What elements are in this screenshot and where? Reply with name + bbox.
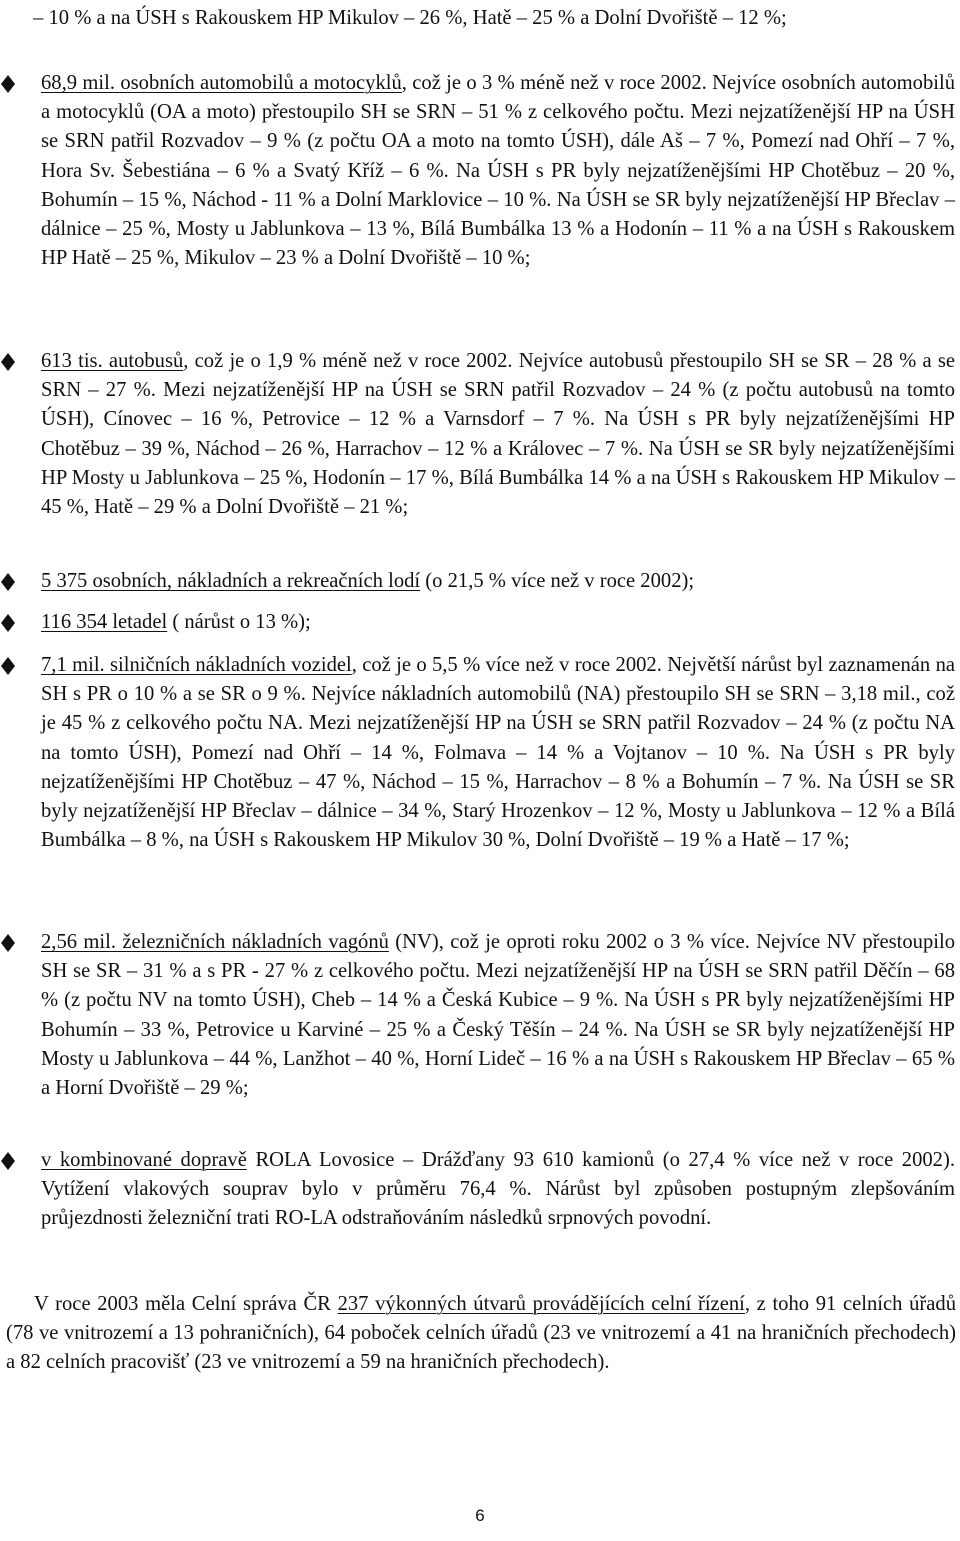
list-item-text [41,1146,955,1234]
diamond-bullet-icon [0,613,16,633]
page-number: 6 [475,1506,485,1525]
text-run: – 10 % a na ÚSH s Rakouskem HP Mikulov – 26 %, Hatě – 25 % a Dolní Dvořiště – 12 %; [33,7,787,29]
text-run: , z toho 91 celních úřadů (78 ve vnitrozemí a 13 pohraničních), 64 poboček celních úřadů (23 ve vnitrozemí a 41 na hraničních přechodech) a 82 celních pracovišť (23 ve vnitrozemí a 59 na hraničních přechodech). [6,1293,956,1374]
diamond-bullet-icon [0,1151,16,1171]
text-run: ( nárůst o 13 %); [167,611,311,633]
diamond-bullet-icon [0,933,16,953]
underlined-term: 2,56 mil. železničních nákladních vagónů [41,931,389,953]
list-item [0,347,960,522]
diamond-bullet-icon [0,352,16,372]
underlined-term: 237 výkonných útvarů provádějících celní řízení [337,1293,745,1315]
underlined-term: 68,9 mil. osobních automobilů a motocyklů [41,72,402,94]
list-item-text [41,608,955,637]
underlined-term: 613 tis. autobusů [41,350,184,372]
list-item [0,4,960,33]
text-run: , což je o 5,5 % více než v roce 2002. Největší nárůst byl zaznamenán na SH s PR o 10 % a se SR o 9 %. Nejvíce nákladních automobilů (NA) přestoupilo SH se SRN – 3,18 mil., což je 45 % z celkového počtu NA. Mezi nejzatíženější HP na ÚSH se SRN patřil Rozvadov – 24 % (z počtu NA na tomto ÚSH), Pomezí nad Ohří – 14 %, Folmava – 14 % a Vojtanov – 10 %. Na ÚSH s PR byly nejzatíženějšími HP Chotěbuz – 47 %, Náchod – 15 %, Harrachov – 8 % a Bohumín – 7 %. Na ÚSH se SR byly nejzatíženější HP Břeclav – dálnice – 34 %, Starý Hrozenkov – 12 %, Mosty u Jablunkova – 12 % a Bílá Bumbálka – 8 %, na ÚSH s Rakouskem HP Mikulov 30 %, Dolní Dvořiště – 19 % a Hatě – 17 %; [41,654,956,852]
list-item [0,1146,960,1234]
text-run: ROLA Lovosice – Drážďany 93 610 kamionů (o 27,4 % více než v roce 2002). Vytížení vlakových souprav bylo v průměru 76,4 %. Nárůst byl způsoben postupným zlepšováním průjezdnosti železniční trati RO-LA odstraňováním následků srpnových povodní. [41,1149,955,1230]
list-item [0,928,960,1103]
text-run: (NV), což je oproti roku 2002 o 3 % více. Nejvíce NV přestoupilo SH se SR – 31 % a s PR - 27 % z celkového počtu. Mezi nejzatíženější HP na ÚSH se SRN patřil Děčín – 68 % (z počtu NV na tomto ÚSH), Cheb – 14 % a Česká Kubice – 9 %. Na ÚSH s PR byly nejzatíženějšími HP Bohumín – 33 %, Petrovice u Karviné – 25 % a Český Těšín – 24 %. Na ÚSH se SR byly nejzatíženější HP Mosty u Jablunkova – 44 %, Lanžhot – 40 %, Horní Lideč – 16 % a na ÚSH s Rakouskem HP Břeclav – 65 % a Horní Dvořiště – 29 %; [41,931,955,1100]
list-item-text [41,928,955,1103]
list-item-text [41,567,955,596]
text-run: (o 21,5 % více než v roce 2002); [420,570,695,592]
closing-paragraph [6,1290,956,1378]
text-run: , což je o 1,9 % méně než v roce 2002. Nejvíce autobusů přestoupilo SH se SR – 28 % a se SRN – 27 %. Mezi nejzatíženější HP na ÚSH se SRN patřil Rozvadov – 24 % (z počtu autobusů na tomto ÚSH), Cínovec – 16 %, Petrovice – 12 % a Varnsdorf – 7 %. Na ÚSH s PR byly nejzatíženějšími HP Chotěbuz – 39 %, Náchod – 26 %, Harrachov – 12 % a Královec – 7 %. Na ÚSH se SR byly nejzatíženějšími HP Mosty u Jablunkova – 25 %, Hodonín – 17 %, Bílá Bumbálka 14 % a na ÚSH s Rakouskem HP Mikulov – 45 %, Hatě – 29 % a Dolní Dvořiště – 21 %; [41,350,955,519]
text-run: , což je o 3 % méně než v roce 2002. Nejvíce osobních automobilů a motocyklů (OA a moto) přestoupilo SH se SRN – 51 % z celkového počtu. Mezi nejzatíženější HP na ÚSH se SRN patřil Rozvadov – 9 % (z počtu OA a moto na tomto ÚSH), dále Aš – 7 %, Pomezí nad Ohří – 7 %, Hora Sv. Šebestiána – 6 % a Svatý Kříž – 6 %. Na ÚSH s PR byly nejzatíženějšími HP Chotěbuz – 20 %, Bohumín – 15 %, Náchod - 11 % a Dolní Marklovice – 10 %. Na ÚSH se SR byly nejzatíženější HP Břeclav – dálnice – 25 %, Mosty u Jablunkova – 13 %, Bílá Bumbálka 13 % a Hodonín – 11 % a na ÚSH s Rakouskem HP Hatě – 25 %, Mikulov – 23 % a Dolní Dvořiště – 10 %; [41,72,955,270]
list-item [0,608,960,637]
list-item-text [41,347,955,522]
underlined-term: v kombinované dopravě [41,1149,247,1171]
diamond-bullet-icon [0,572,16,592]
list-item-text [41,69,955,273]
underlined-term: 7,1 mil. silničních nákladních vozidel [41,654,352,676]
text-run: V roce 2003 měla Celní správa ČR [34,1293,338,1315]
underlined-term: 5 375 osobních, nákladních a rekreačních lodí [41,570,421,592]
list-item [0,651,960,855]
underlined-term: 116 354 letadel [41,611,168,633]
list-item [0,567,960,596]
list-item [0,69,960,273]
diamond-bullet-icon [0,74,16,94]
list-item-text [41,651,955,855]
list-item-text [33,4,955,33]
diamond-bullet-icon [0,656,16,676]
